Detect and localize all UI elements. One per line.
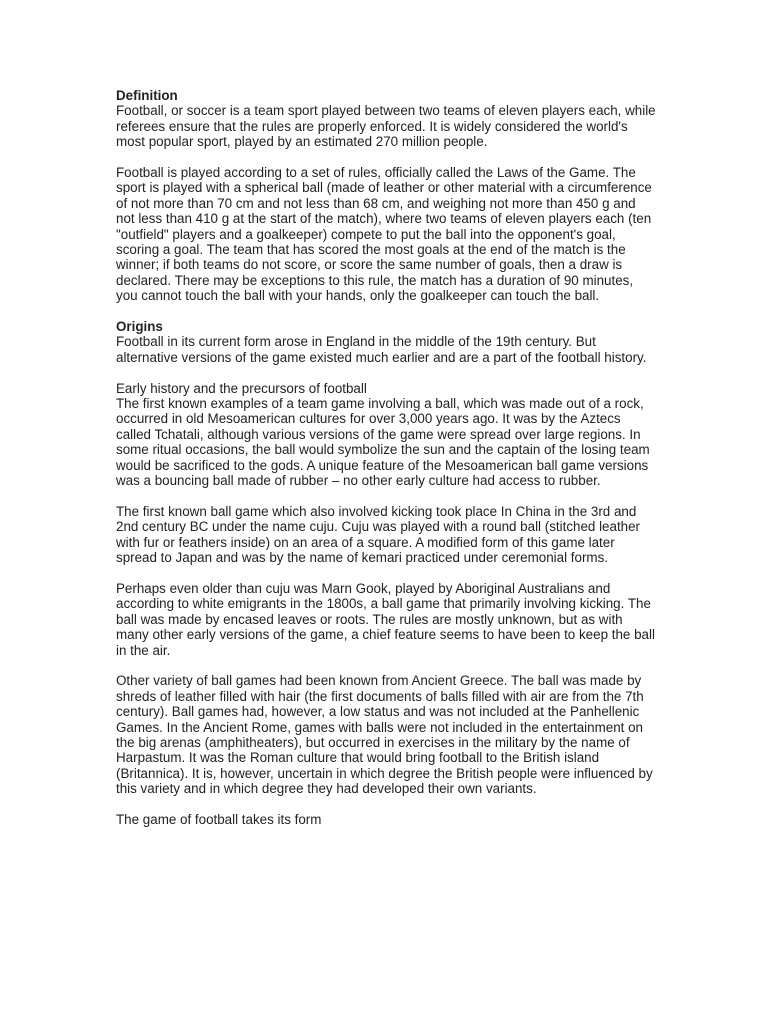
early-history-paragraph-1: The first known examples of a team game involving a ball, which was made out of a rock, occurred in old Mesoamerican cultures for over 3,000 years ago. It was by the Aztecs called Tchatali, although various versions of the game were spread over large regions. In some ritual occasions, the ball would symbolize the sun and the captain of the losing team would be sacrificed to the gods. A unique feature of the Mesoamerican ball game versions was a bouncing ball made of rubber – no other early culture had access to rubber.: [116, 396, 650, 489]
early-history-heading: Early history and the precursors of football: [116, 380, 367, 396]
definition-heading: Definition: [116, 88, 178, 103]
early-history-paragraph-2: The first known ball game which also involved kicking took place In China in the 3rd and 2nd century BC under the name cuju. Cuju was played with a round ball (stitched leather with fur or feathers inside) on an area of a square. A modified form of this game later spread to Japan and was by the name of kemari practiced under ceremonial forms.: [116, 503, 641, 566]
early-history-paragraph-3: Perhaps even older than cuju was Marn Gook, played by Aboriginal Australians and according to white emigrants in the 1800s, a ball game that primarily involving kicking. The ball was made by encased leaves or roots. The rules are mostly unknown, but as with many other early versions of the game, a chief feature seems to have been to keep the ball in the air.: [116, 580, 655, 658]
origins-paragraph-1: Football in its current form arose in England in the middle of the 19th century. But alternative versions of the game existed much earlier and are a part of the football history.: [116, 334, 647, 365]
document-page: [116, 88, 656, 827]
form-heading: The game of football takes its form: [116, 811, 322, 827]
early-history-paragraph-4: Other variety of ball games had been known from Ancient Greece. The ball was made by shreds of leather filled with hair (the first documents of balls filled with air are from the 7th century). Ball games had, however, a low status and was not included at the Panhellenic Games. In the Ancient Rome, games with balls were not included in the entertainment on the big arenas (amphitheaters), but occurred in exercises in the military by the name of Harpastum. It was the Roman culture that would bring football to the British island (Britannica). It is, however, uncertain in which degree the British people were influenced by this variety and in which degree they had developed their own variants.: [116, 673, 653, 797]
definition-paragraph-1: Football, or soccer is a team sport played between two teams of eleven players each, while referees ensure that the rules are properly enforced. It is widely considered the world's most popular sport, played by an estimated 270 million people.: [116, 103, 656, 150]
definition-paragraph-2: Football is played according to a set of rules, officially called the Laws of the Game. The sport is played with a spherical ball (made of leather or other material with a circumference of not more than 70 cm and not less than 68 cm, and weighing not more than 450 g and not less than 410 g at the start of the match), where two teams of eleven players each (ten "outfield" players and a goalkeeper) compete to put the ball into the opponent's goal, scoring a goal. The team that has scored the most goals at the end of the match is the winner; if both teams do not score, or score the same number of goals, then a draw is declared. There may be exceptions to this rule, the match has a duration of 90 minutes, you cannot touch the ball with your hands, only the goalkeeper can touch the ball.: [116, 165, 652, 304]
origins-heading: Origins: [116, 319, 163, 335]
